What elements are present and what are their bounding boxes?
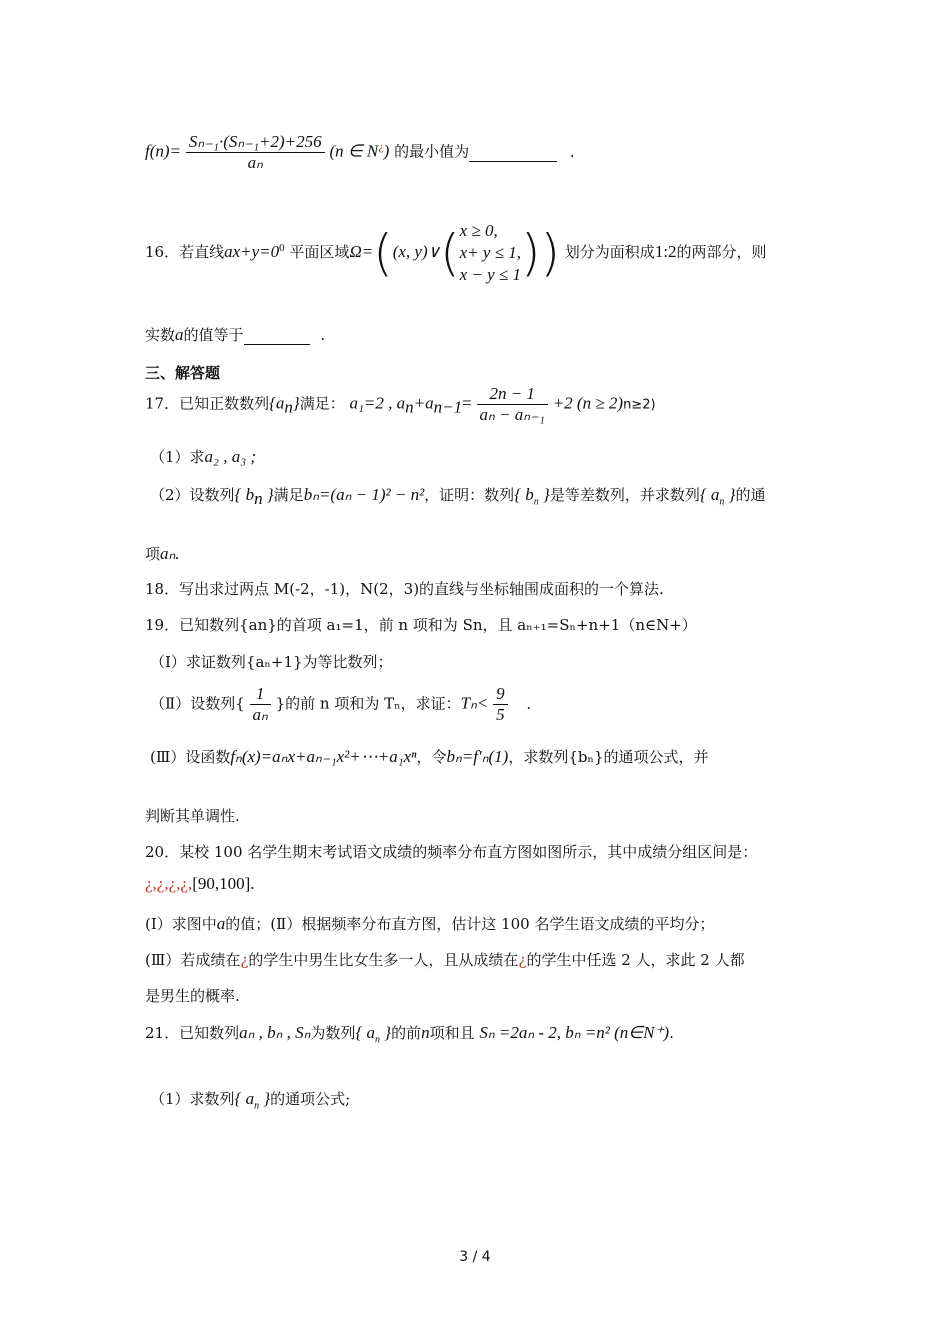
p17-q2-cont [145,543,180,564]
p15-text: 的最小值为 [394,142,470,161]
p17-line: 17．已知正数数列$\{a_n\}$满足： a₁=2 , $a_n+a_{n-1}=$ $\frac{2n - 1}{\text{aₙ − aₙ₋₁}}$ +2 (n ≥ 2)n≥2) [145,384,656,424]
p19-q3c: ，求数列{bₙ}的通项公式，并 [508,748,709,766]
p17-t1: 满足： [299,394,345,413]
p15-fn: f(n)= [145,141,182,161]
p19-q3eq2: bₙ=f′ₙ(1) [446,747,509,766]
p17-fraction [477,384,548,425]
p20-q3c: 的学生中任选 2 人，求此 2 人都 [526,951,745,969]
p15-formula-line [145,132,575,173]
p19-q2b: }的前 n 项和为 Tₙ，求证： [275,694,461,713]
p17-q2d: 是等差数列，并求数列 [549,486,700,504]
p16-var: a [175,325,184,344]
p17-q2eq: bₙ=(aₙ − 1)² − n² [303,485,425,504]
p16-answer-blank[interactable] [244,326,310,345]
p16-t3: 的两部分，则 [676,243,767,261]
p16-ratio: 1:2 [654,242,677,261]
p15-fraction [186,132,325,173]
p17-a1: a₁=2 , a [349,393,406,413]
p17-seq: a [275,393,285,413]
p15-answer-blank[interactable] [469,143,557,162]
p16-end: . [320,326,326,344]
p21-end: . [669,1024,674,1042]
p19-q2c: Tₙ< [460,693,489,713]
p20-interval: [90,100]. [192,874,255,893]
p20-head: 20．某校 100 名学生期末考试语文成绩的频率分布直方图如图所示，其中成绩分组区间是： [145,843,758,861]
p19-q2 [150,684,531,725]
p16-case2: x+ y ≤ 1, [459,243,521,262]
p20-q3a: (Ⅲ）若成绩在 [145,951,241,969]
p21-line: 21．已知数列aₙ , bₙ , Sₙ为数列{ $a_n$ }的前n项和且 Sₙ =2aₙ - 2, bₙ =n² (n∈N⁺). [145,1023,674,1046]
p19-q1: （Ⅰ）求证数列{aₙ+1}为等比数列； [150,653,393,671]
p19-q2a: （Ⅱ）设数列{ [150,694,245,713]
p21-nvar: n [421,1023,430,1042]
p21-t2: 的前 [391,1024,422,1042]
p17-q1 [150,446,256,467]
p15-den: aₙ [247,153,263,172]
p16-line-eq: ax+y=0 [224,242,280,261]
p16-t1: 平面区域 [289,243,350,261]
p19-q2end: . [526,694,532,713]
p16-omega: Ω= [349,242,374,261]
p16-t4b: 的值等于 [183,326,244,344]
p17-q1a: （1）求 [150,448,205,466]
p20-q1 [145,913,715,934]
p16-label: 16．若直线 [145,243,225,261]
p15-domain-close: ) [383,141,390,161]
p21-q1: （1）求数列{ $a_n$ }的通项公式; [150,1089,351,1112]
p19-q3eq: fₙ(x)=aₙx+aₙ₋₁x²+⋯+a₁xⁿ [230,747,417,766]
p15-domain-glyph: ¿ [378,142,384,154]
p17-q2a: （2）设数列 [150,486,235,504]
p17-label: 17．已知正数数列 [145,394,270,413]
p17-q2c: ，证明：数列 [424,486,515,504]
p17-tail2: n≥2) [623,397,656,413]
p15-end: . [569,142,575,161]
p16-line2 [145,324,325,345]
p17-q1b: a₂ , a₃ ; [204,447,257,466]
section-heading: 三、解答题 [145,364,221,382]
p20-intervals [145,874,255,894]
p19-q3a: (Ⅲ）设函数 [150,748,231,766]
p21-label: 21．已知数列 [145,1024,240,1042]
p17-q2e: 的通 [735,486,766,504]
p15-num: Sₙ₋₁·(Sₙ₋₁+2)+256 [186,132,325,153]
p21-q1a: （1）求数列 [150,1090,235,1108]
p17-q2f: 项 [145,545,161,563]
p16-t4a: 实数 [145,326,176,344]
p16-line: 16．若直线$ax+y=0^0$ 平面区域Ω=((x, y)∨( x ≥ 0, x+ y ≤ 1, x − y ≤ 1 )) 划分为面积成1:2的两部分，则 [145,221,767,284]
p19-frac1: $\frac{1}{\text{aₙ}}$ [250,684,271,725]
p20-q3b: 的学生中男生比女生多一人，且从成绩在 [248,951,519,969]
p17-q2b: 满足 [273,486,304,504]
p21-t3: 项和且 [429,1024,475,1042]
page-number: 3 / 4 [459,1249,491,1265]
p21-q1b: 的通项公式; [270,1090,351,1108]
p20-q3: (Ⅲ）若成绩在¿的学生中男生比女生多一人，且从成绩在¿的学生中任选 2 人，求此 2 人都 [145,951,745,969]
p18: 18．写出求过两点 M(-2，-1)，N(2，3)的直线与坐标轴围成面积的一个算法. [145,580,664,598]
p21-eq: Sₙ =2aₙ - 2, bₙ =n² (n∈N⁺) [479,1023,670,1042]
p21-t1: 为数列 [310,1024,356,1042]
p16-t2: 划分为面积成 [564,243,655,261]
p20-q1var: a [216,914,226,933]
p17-tail: +2 (n ≥ 2) [552,393,624,413]
p20-q1a: (Ⅰ）求图中 [145,915,217,933]
p16-case1: x ≥ 0, [459,221,498,240]
p17-q2seq: b [245,485,255,504]
p16-set-open: (x, y)∨ [392,242,441,261]
p17-plus: +a [413,393,434,413]
p17-q2: （2）设数列{ $b_n$ }满足bₙ=(aₙ − 1)² − n²，证明：数列{ $b_n$ }是等差数列，并求数列{ $a_n$ }的通 [150,485,766,508]
p19-q3d: 判断其单调性. [145,807,240,825]
p19-frac2: $\frac{9}{5}$ [493,684,508,725]
p19-q3b: ，令 [416,748,447,766]
p15-domain: (n ∈ N [329,141,379,161]
p20-q1b: 的值；(Ⅱ）根据频率分布直方图，估计这 100 名学生语文成绩的平均分； [225,915,715,933]
p17-frac-den: aₙ − aₙ₋₁ [479,405,545,424]
p21-seqs: aₙ , bₙ , Sₙ [239,1023,311,1042]
p19-head: 19．已知数列{an}的首项 a₁=1，前 n 项和为 Sn，且 aₙ₊₁=Sₙ+n+1（n∈N+） [145,616,697,634]
p20-q3d: 是男生的概率. [145,987,240,1005]
p17-q2g: aₙ. [160,544,180,563]
p17-frac-num: 2n − 1 [477,384,548,405]
p16-case3: x − y ≤ 1 [459,265,521,284]
p20-glyphs: ¿,¿,¿,¿, [145,874,193,893]
p19-q3 [150,746,709,767]
p16-cases [460,220,521,286]
p16-sup: 0 [279,242,285,254]
